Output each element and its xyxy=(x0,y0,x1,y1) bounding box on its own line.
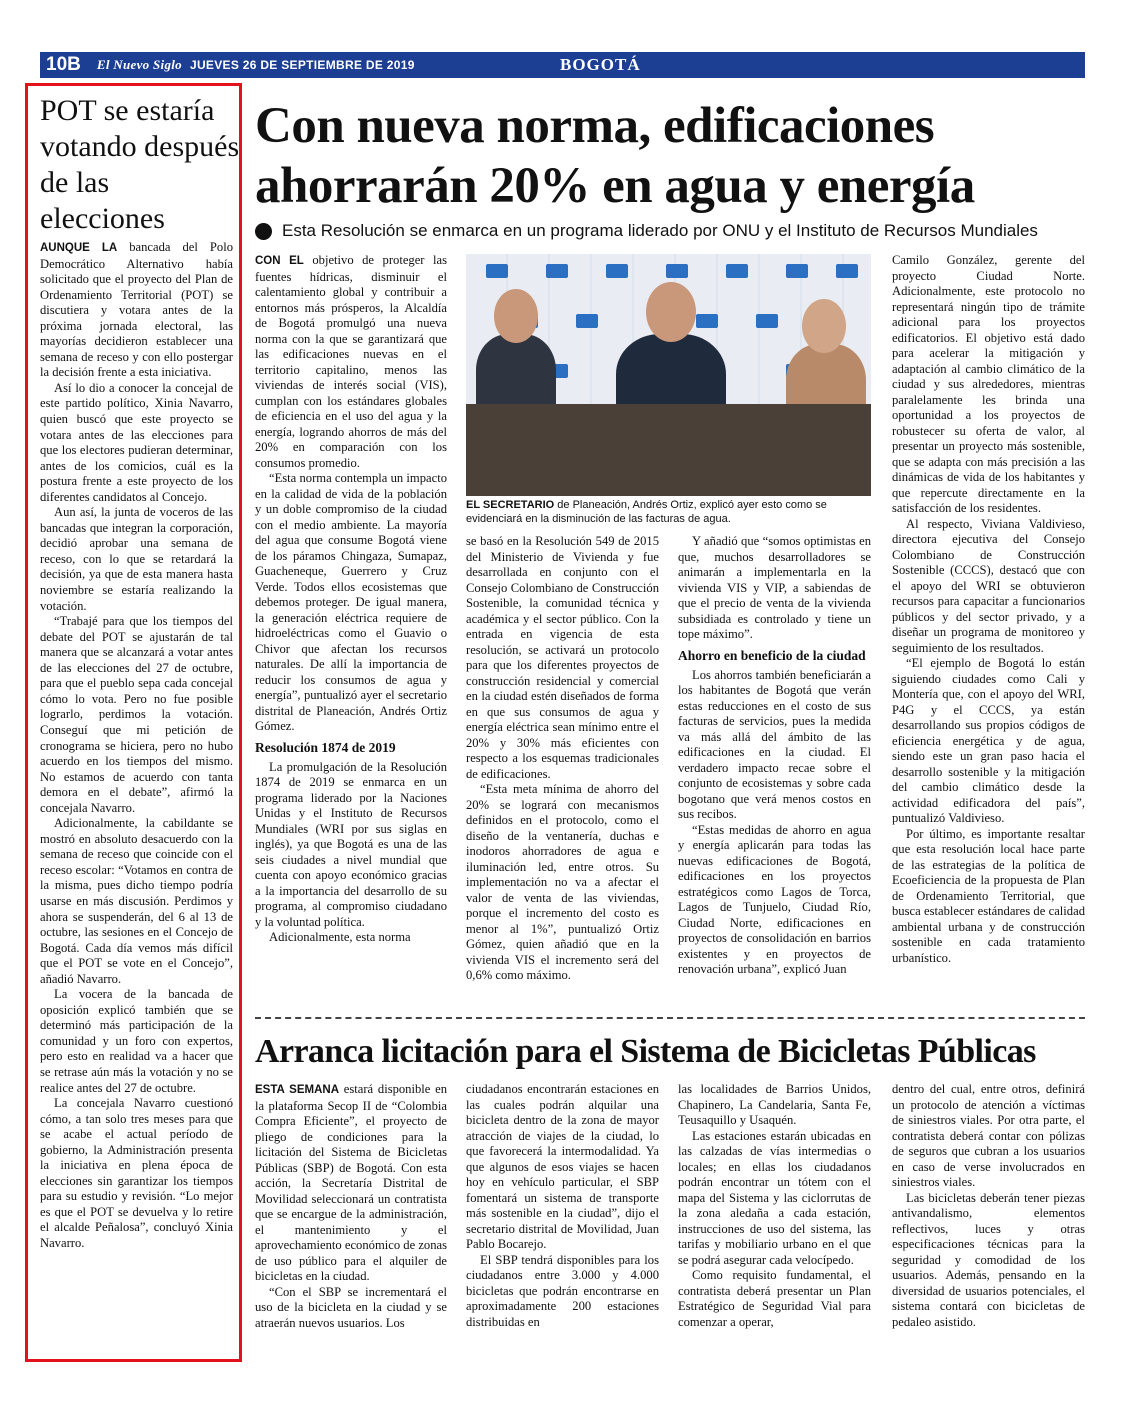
photo-caption: EL SECRETARIO de Planeación, Andrés Ortiz, explicó ayer esto como se evidenciará en la disminución de las facturas de agua. xyxy=(466,499,827,525)
article-subheading: Ahorro en beneficio de la ciudad xyxy=(678,647,866,663)
article-paragraph: dentro del cual, entre otros, definirá un protocolo de atención a víctimas de siniestros viales. Por otra parte, el contratista deberá contar con pólizas de seguros que cubran a los usuarios en caso de verse involucrados en siniestros viales. xyxy=(892,1082,1085,1189)
sidebar-lead-in: AUNQUE LA xyxy=(40,242,118,254)
article-paragraph: Las estaciones estarán ubicadas en las calzadas de vías intermedias o locales; en ellas los ciudadanos podrán encontrar un tótem con el mapa del Sistema y las ciclorrutas de la zona aledaña a cada estación, instrucciones de uso del sistema, las tarifas y mobiliario urbano en el que se podrá asegurar cada velocípedo. xyxy=(678,1128,871,1267)
second-headline: Arranca licitación para el Sistema de Bicicletas Públicas xyxy=(255,1033,1036,1070)
article2-column-2 xyxy=(466,1082,659,1350)
article-paragraph: Como requisito fundamental, el contratista deberá presentar un Plan Estratégico de Seguridad Vial para comenzar a operar, xyxy=(678,1268,871,1329)
sidebar-paragraph: La concejala Navarro cuestionó cómo, a tan solo tres meses para que se acabe el actual período de gobierno, la Administración presenta la iniciativa en plena época de elecciones sin garantizar los tiempos para su estudio y revisión. “Lo mejor es que el POT se devuelva y lo retire el alcalde Peñalosa”, concluyó Xinia Navarro. xyxy=(40,1096,233,1250)
article-paragraph: Las bicicletas deberán tener piezas antivandalismo, elementos reflectivos, luces y otras especificaciones técnicas para la seguridad y comodidad de los usuarios. Además, pensando en la diversidad de usuarios potenciales, el sistema contará con bicicletas de pedaleo asistido. xyxy=(892,1190,1085,1329)
article-paragraph: Por último, es importante resaltar que esta resolución local hace parte de las estrategias de la política de Ecoeficiencia de la propuesta de Plan de Ordenamiento Territorial, que busca establecer estándares de calidad ambiental urbana y de construcción sostenible en cada tratamiento urbanístico. xyxy=(892,826,1085,965)
article2-column-1: ESTA SEMANA estará disponible en la plataforma Secop II de “Colombia Compra Eficiente”, el proyecto de pliego de condiciones para la licitación del Sistema de Bicicletas Públicas (SBP) de Bogotá. Con esta acción, la Secretaría Distrital de Movilidad seleccionará un contratista que se encargue de la administración, el mantenimiento y el aprovechamiento económico de zonas de uso público para el alquiler de bicicletas en la ciudad. “Con el SBP se incrementará el uso de la bicicleta en la ciudad y se atraerán nuevos usuarios. Los xyxy=(255,1082,447,1330)
article-paragraph: “El ejemplo de Bogotá lo están siguiendo ciudades como Cali y Montería que, con el apoyo del WRI, P4G y el CCCS, ya están desarrollando sus propios códigos de eficiencia energética y de agua, siendo este un gran paso hacia el desarrollo sostenible y la mitigación del cambio climático desde la actividad edificadora del país”, puntualizó Valdivieso. xyxy=(892,656,1085,825)
section-title: BOGOTÁ xyxy=(560,55,641,74)
dateline: JUEVES 26 DE SEPTIEMBRE DE 2019 xyxy=(189,58,415,72)
sidebar-paragraph: La vocera de la bancada de oposición explicó también que se determinó más participación de la comunidad y un foro con expertos, pero esto en realidad va a hacer que se retrase aún más la votación y no se realice antes del 27 de octubre. xyxy=(40,987,233,1095)
article-column-1: CON EL objetivo de proteger las fuentes hídricas, disminuir el calentamiento global y contribuir a entornos más prósperos, la Alcaldía de Bogotá promulgó una nueva norma con la que se garantizará que las edificaciones nuevas en el territorio capitalino, menos las viviendas de interés social (VIS), cumplan con los estándares globales de eficiencia en el uso del agua y la energía, logrando ahorros de más del 20% en comparación con los consumos promedio. “Esta norma contempla un impacto en la calidad de vida de la población y un doble compromiso de la ciudad con el medio ambiente. La mayoría del agua que consume Bogotá viene de los páramos Chingaza, Sumapaz, Guacheneque, Guerrero y Cruz Verde. Todos ellos ecosistemas que debemos proteger. De igual manera, la generación eléctrica requiere de hidroeléctricas como el Guavio o Chivor que afectan los recursos naturales. De allí la importancia de reducir los consumos de agua y energía”, puntualizó ayer el secretario distrital de Planeación, Andrés Ortiz Gómez. Resolución 1874 de 2019 La promulgación de la Resolución 1874 de 2019 se enmarca en un programa liderado por la Naciones Unidas y el Instituto de Recursos Mundiales (WRI por sus siglas en inglés), ya que Bogotá es una de las seis ciudades a nivel mundial que cuenta con apoyo económico gracias a la importancia del desarrollo de su programa, al compromiso ciudadano y la voluntad política. Adicionalmente, esta norma xyxy=(255,253,447,944)
subhead-text: Esta Resolución se enmarca en un programa liderado por ONU y el Instituto de Recursos Mundiales xyxy=(282,221,1038,240)
sidebar-paragraph: Aun así, la junta de voceros de las bancadas que integran la corporación, decidió aprobar una semana de receso, con lo que se retardará la decisión, ya que de esta manera hasta noviembre se estaría realizando la votación. xyxy=(40,505,233,613)
article2-column-4 xyxy=(892,1082,1085,1350)
page-header-bar xyxy=(40,52,1085,78)
page-number: 10B xyxy=(40,54,87,76)
article2-lead-in: ESTA SEMANA xyxy=(255,1084,340,1096)
article-paragraph: Los ahorros también beneficiarán a los habitantes de Bogotá que verán estas reducciones en el costo de sus facturas de servicios, pues la medida va más allá del ámbito de las edificaciones en la ciudad. El verdadero impacto recae sobre el conjunto de ecosistemas y sobre cada bogotano que verá menos costos en sus recibos. xyxy=(678,667,871,821)
article-paragraph: La promulgación de la Resolución 1874 de 2019 se enmarca en un programa liderado por la Naciones Unidas y el Instituto de Recursos Mundiales (WRI por sus siglas en inglés), ya que Bogotá es una de las seis ciudades a nivel mundial que cuenta con apoyo económico gracias a la importancia del desarrollo de su programa, al compromiso ciudadano y la voluntad política. xyxy=(255,759,447,929)
masthead: El Nuevo Siglo xyxy=(96,57,182,72)
article-column-4 xyxy=(892,253,1085,1005)
press-conference-photo xyxy=(466,254,871,496)
article-subheading: Resolución 1874 de 2019 xyxy=(255,739,396,755)
conference-table xyxy=(466,404,871,496)
article-paragraph: “Esta meta mínima de ahorro del 20% se logrará con mecanismos definidos en el protocolo, como el diseño de la ventanería, duchas e inodoros ahorradores de agua e iluminación led, entre otros. Su implementación no va a afectar el valor de venta de las viviendas, porque el incremento del costo es menor al 1%”, puntualizó Ortiz Gómez, quien añadió que en la vivienda VIS el incremento será del 0,6% como máximo. xyxy=(466,782,659,982)
article-column-2 xyxy=(466,534,659,1004)
sidebar-paragraph: AUNQUE LA bancada del Polo Democrático Alternativo había solicitado que el proyecto del Plan de Ordenamiento Territorial (POT) se discutiera y votara antes de la próxima jornada electoral, las mayorías decidieron establecer una semana de receso y con ello postergar la decisión frente a esta iniciativa. xyxy=(40,240,233,380)
main-headline: Con nueva norma, edificaciones ahorrarán 20% en agua y energía xyxy=(255,98,975,214)
article-column-3 xyxy=(678,534,871,1004)
article-paragraph: “Estas medidas de ahorro en agua y energía aplicarán para todas las nuevas edificaciones de Bogotá, edificaciones en los proyectos estratégicos como Lagos de Torca, Lagos de Tunjuelo, Ciudad Río, Ciudad Norte, edificaciones en proyectos de consolidación en barrios existentes y en proyectos de renovación urbana”, explicó Juan xyxy=(678,822,871,976)
sidebar-paragraph: “Trabajé para que los tiempos del debate del POT se ajustarán de tal manera que se alcanzará a votar antes de las elecciones del 27 de octubre, para que el pueblo sepa cada concejal cómo lo vota. Pero no fue posible lograrlo, perdimos la votación. Conseguí que mi petición de cronograma se hiciera, pero no hubo acuerdo en los tiempos del mismo. No estamos de acuerdo con tanta demora en el debate”, afirmó la concejala Navarro. xyxy=(40,614,233,815)
sidebar-paragraph: Adicionalmente, la cabildante se mostró en absoluto desacuerdo con la semana de receso que coincide con el receso escolar: “Votamos en contra de la misma, pues dicho tiempo podría usarse en más discusión. Perdimos y ahora se suspenderán, del 6 al 13 de octubre, las sesiones en el Concejo de Bogotá. Cada día vemos más difícil que el POT se vote en el Concejo”, añadió Navarro. xyxy=(40,816,233,986)
sidebar-headline: POT se estaría votando después de las elecciones xyxy=(40,94,240,235)
article2-column-3 xyxy=(678,1082,871,1350)
sidebar-paragraph: Así lo dio a conocer la concejal de este partido político, Xinia Navarro, quien buscó que este proyecto se votara antes de las elecciones para que los electores pudieran determinar, antes de los comicios, cuál es la postura frente a este proyecto de los diferentes candidatos al Concejo. xyxy=(40,380,233,504)
article-paragraph: El SBP tendrá disponibles para los ciudadanos entre 3.000 y 4.000 bicicletas que podrán encontrarse en aproximadamente 200 estaciones distribuidas en xyxy=(466,1252,659,1329)
article-lead-in: CON EL xyxy=(255,255,304,267)
sidebar-article-body xyxy=(40,240,233,1355)
article-paragraph: Camilo González, gerente del proyecto Ciudad Norte. Adicionalmente, este protocolo no representará ningún tipo de trámite adicional para los proyectos edificatorios. El objetivo está dado para acelerar la mitigación y adaptación al cambio climático de la ciudad y sus alrededores, mientras paralelamente les brinda una oportunidad a los proyectos de robustecer su oferta de valor, al presentar un proyecto más sostenible, que se adapta con más precisión a las dinámicas de vida de los habitantes y que repercute directamente en la satisfacción de los residentes. xyxy=(892,253,1085,515)
article-paragraph: ciudadanos encontrarán estaciones en las cuales podrán alquilar una bicicleta dentro de la zona de mayor atracción de viajes de la ciudad, lo que favorecerá la intermodalidad. Ya que algunos de esos viajes se hacen hoy en vehículo particular, el SBP fomentará un sistema de transporte más sostenible en la ciudad”, dijo el secretario distrital de Movilidad, Juan Pablo Bocarejo. xyxy=(466,1082,659,1251)
article-paragraph: Al respecto, Viviana Valdivieso, directora ejecutiva del Consejo Colombiano de Construcción Sostenible (CCCS), destacó que con el apoyo del WRI se obtuvieron recursos para capacitar a funcionarios públicos y del sector privado, y a diseñar un programa de monitoreo y seguimiento de los resultados. xyxy=(892,516,1085,655)
bullet-icon xyxy=(255,223,272,240)
article-paragraph: Y añadió que “somos optimistas en que, muchos desarrolladores se animarán a implementarla en la vivienda VIS y VIP, a sabiendas de que el precio de venta de la vivienda subsidiada es controlado y tiene un tope máximo”. xyxy=(678,534,871,641)
article-paragraph: Adicionalmente, esta norma xyxy=(269,930,411,944)
main-subhead xyxy=(255,220,1085,242)
article-paragraph: “Con el SBP se incrementará el uso de la bicicleta en la ciudad y se atraerán nuevos usuarios. Los xyxy=(255,1284,447,1330)
section-divider xyxy=(255,1017,1085,1019)
article-paragraph: “Esta norma contempla un impacto en la calidad de vida de la población y un doble compromiso de la ciudad con el medio ambiente. La mayoría del agua que consume Bogotá viene de los páramos Chingaza, Sumapaz, Guacheneque, Guerrero y Cruz Verde. Todos ellos ecosistemas que debemos proteger. De igual manera, la generación eléctrica requiere de hidroeléctricas como el Guavio o Chivor que afectan los recursos naturales. De allí la importancia de reducir los consumos de agua y energía”, puntualizó ayer el secretario distrital de Planeación, Andrés Ortiz Gómez. xyxy=(255,471,447,733)
article-paragraph: las localidades de Barrios Unidos, Chapinero, La Candelaria, Santa Fe, Teusaquillo y Usaquén. xyxy=(678,1082,871,1127)
article-paragraph: se basó en la Resolución 549 de 2015 del Ministerio de Vivienda y fue desarrollada en conjunto con el Consejo Colombiano de Construcción Sostenible, la comunidad técnica y académica y el sector público. Con la entrada en vigencia de esta resolución, se activará un protocolo para que los diferentes proyectos de construcción residencial y comercial en la ciudad estén diseñados de forma en que sus consumos de agua y energía eléctrica sean mínimo entre el 20% y 30% más eficientes con respecto a los esquemas tradicionales de edificaciones. xyxy=(466,534,659,781)
